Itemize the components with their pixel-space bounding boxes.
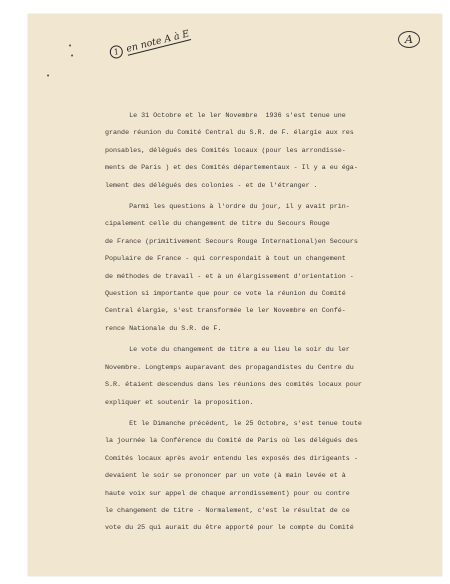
margin-dot: •: [68, 42, 73, 50]
annotation-number: 1: [108, 44, 124, 60]
text-line: devaient le soir se prononcer par un vote (à main levée et à: [105, 472, 346, 481]
paragraph: [105, 416, 440, 538]
document-page: [28, 14, 442, 576]
text-line: Et le Dimanche précédent, le 25 Octobre, s'est tenue toute: [105, 419, 362, 428]
text-line: expliquer et soutenir la proposition.: [105, 398, 254, 407]
text-line: vote du 25 qui aurait du être apporté pour le compte du Comité: [105, 524, 354, 533]
text-line: S.R. étaient descendus dans les réunions des comités locaux pour: [105, 381, 362, 390]
text-line: Parmi les questions à l'ordre du jour, il y avait prin-: [105, 203, 350, 212]
typed-text: [105, 108, 440, 542]
text-line: Le vote du changement de titre a eu lieu le soir du ler: [105, 346, 350, 355]
annotation-text: en note A à E: [125, 28, 191, 55]
paragraph: [105, 199, 440, 338]
text-line: cipalement celle du changement de titre du Secours Rouge: [105, 220, 330, 229]
page-reference-mark: A: [398, 31, 420, 48]
text-line: lement des délégués des colonies - et de l'étranger .: [105, 181, 318, 190]
text-line: Question si importante que pour ce vote la réunion du Comité: [105, 290, 346, 299]
text-line: Comités locaux après avoir entendu les exposés des dirigeants -: [105, 454, 358, 463]
paragraph: [105, 108, 440, 195]
text-line: le changement de titre - Normalement, c'est le résultat de ce: [105, 506, 350, 515]
text-line: de méthodes de travail - et à un élargissement d'orientation -: [105, 272, 354, 281]
margin-dot: •: [70, 52, 75, 60]
text-line: la journée la Conférence du Comité de Paris où les délégués des: [105, 437, 358, 446]
text-line: de France (primitivement Secours Rouge International)en Secours: [105, 237, 358, 246]
text-line: haute voix sur appel de chaque arrondissement) pour ou contre: [105, 489, 350, 498]
text-line: Populaire de France - qui correspondait à tout un changement: [105, 255, 346, 264]
text-line: Le 31 Octobre et le ler Novembre 1936 s'est tenue une: [105, 112, 346, 120]
paragraph: [105, 342, 440, 412]
handwritten-annotation: [108, 27, 190, 59]
margin-dot: •: [46, 72, 51, 80]
text-line: Central élargie, s'est transformée le ler Novembre en Confé-: [105, 307, 346, 316]
text-line: ponsables, délégués des Comités locaux (pour les arrondisse-: [105, 146, 346, 155]
text-line: grande réunion du Comité Central du S.R. de F. élargie aux res: [105, 129, 354, 138]
text-line: ments de Paris ) et des Comités départementaux - Il y a eu éga-: [105, 164, 358, 173]
text-line: rence Nationale du S.R. de F.: [105, 324, 222, 333]
text-line: Novembre. Longtemps auparavant des propagandistes du Centre du: [105, 363, 354, 372]
